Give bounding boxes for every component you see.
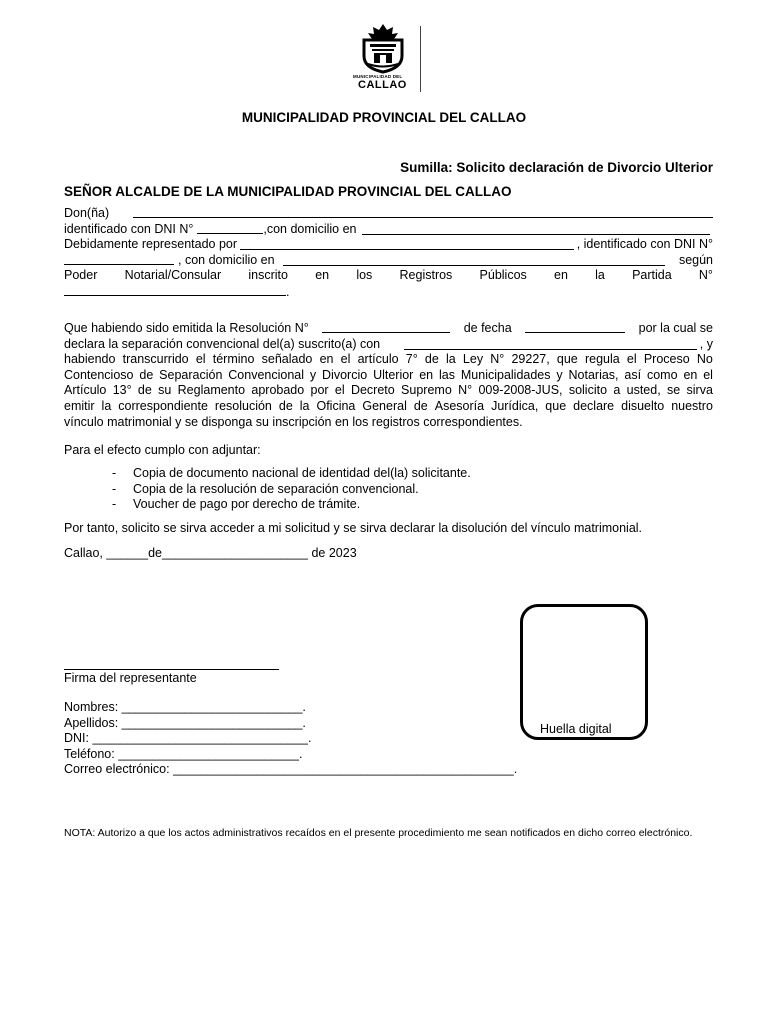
para-line: habiendo transcurrido el término señalado en el artículo 7° de la Ley N° 29227, que regula el Proceso No xyxy=(64,352,713,367)
intro-line-1: Don(ña) xyxy=(64,206,713,222)
poder-word: los xyxy=(356,268,373,283)
telefono-field[interactable]: Teléfono: __________________________. xyxy=(64,746,303,761)
poder-word: la xyxy=(595,268,605,283)
attachment-item: - Voucher de pago por derecho de trámite. xyxy=(64,497,713,513)
apellidos-field[interactable]: Apellidos: __________________________. xyxy=(64,715,306,730)
intro-block xyxy=(64,206,713,300)
logo-text-municipalidad: MUNICIPALIDAD DEL xyxy=(353,74,403,79)
poder-word: N° xyxy=(698,268,713,283)
poder-word: Públicos xyxy=(479,268,527,283)
main-paragraph xyxy=(64,321,713,430)
para-line-2: declara la separación convencional del(a) suscrito(a) con , y xyxy=(64,336,713,351)
attachment-item: - Copia de la resolución de separación convencional. xyxy=(64,482,713,498)
address-blank[interactable] xyxy=(362,223,710,235)
para-body-lines xyxy=(64,352,713,414)
nota: NOTA: Autorizo a que los actos administrativos recaídos en el presente procedimiento me sean notificados en dicho correo electrónico. xyxy=(64,827,693,839)
page-title: MUNICIPALIDAD PROVINCIAL DEL CALLAO xyxy=(241,110,527,125)
sumilla: Sumilla: Solicito declaración de Divorcio Ulterior xyxy=(400,160,713,175)
representative-blank[interactable] xyxy=(240,238,574,250)
poder-word: en xyxy=(554,268,568,283)
intro-line-4: , con domicilio en según xyxy=(64,253,713,269)
poder-word: Poder xyxy=(64,268,98,283)
intro-line-6: . xyxy=(64,284,713,300)
rep-address-blank[interactable] xyxy=(283,254,665,266)
intro-line-2: identificado con DNI N° ,con domicilio en xyxy=(64,222,713,238)
poder-word: inscrito xyxy=(248,268,288,283)
por-tanto: Por tanto, solicito se sirva acceder a mi solicitud y se sirva declarar la disolución del vínculo matrimonial. xyxy=(64,521,643,535)
signature-line[interactable] xyxy=(64,669,279,670)
partida-blank[interactable] xyxy=(64,284,286,296)
dni-blank[interactable] xyxy=(197,222,263,234)
para-last-line: vínculo matrimonial y se disponga su inscripción en los registros correspondientes. xyxy=(64,414,523,429)
rep-dni-blank[interactable] xyxy=(64,253,174,265)
intro-line-3: Debidamente representado por , identificado con DNI N° xyxy=(64,237,713,252)
signature-label: Firma del representante xyxy=(64,671,197,685)
para-line-1: Que habiendo sido emitida la Resolución N° de fecha por la cual se xyxy=(64,321,713,335)
fecha-blank[interactable] xyxy=(525,321,625,333)
fecha-line: Callao, ______de_____________________ de 2023 xyxy=(64,546,357,560)
attachment-item: - Copia de documento nacional de identidad del(la) solicitante. xyxy=(64,466,713,482)
municipal-crest-icon xyxy=(358,22,408,74)
logo-divider xyxy=(420,26,421,92)
municipal-logo xyxy=(350,22,430,94)
nombres-field[interactable]: Nombres: __________________________. xyxy=(64,700,306,714)
para-line: Contencioso de Separación Convencional y Divorcio Ulterior en las Municipalidades y Notarias, así como en el xyxy=(64,367,713,382)
poder-word: Notarial/Consular xyxy=(124,268,222,283)
fingerprint-label: Huella digital xyxy=(540,722,612,736)
para-line: emitir la correspondiente resolución de la Oficina General de Asesoría Jurídica, que declare disuelto nuestro xyxy=(64,398,713,413)
resolucion-blank[interactable] xyxy=(322,321,450,333)
fingerprint-box[interactable] xyxy=(520,604,648,740)
contact-fields xyxy=(64,700,517,778)
para-line: Artículo 13° de su Reglamento aprobado por el Decreto Supremo N° 009-2008-JUS, solicito a usted, se sirva xyxy=(64,383,713,398)
poder-word: en xyxy=(315,268,330,283)
addressee: SEÑOR ALCALDE DE LA MUNICIPALIDAD PROVINCIAL DEL CALLAO xyxy=(64,184,512,199)
logo-text-callao: CALLAO xyxy=(358,79,407,91)
dni-field[interactable]: DNI: _______________________________. xyxy=(64,731,312,746)
intro-line-5 xyxy=(64,268,713,284)
name-blank[interactable] xyxy=(133,206,713,218)
adjuntar-label: Para el efecto cumplo con adjuntar: xyxy=(64,443,261,457)
correo-field[interactable]: Correo electrónico: _________________________________________________. xyxy=(64,762,518,777)
poder-word: Partida xyxy=(632,268,672,283)
spouse-blank[interactable] xyxy=(404,338,697,350)
attachments-list xyxy=(64,466,713,513)
poder-word: Registros xyxy=(399,268,453,283)
